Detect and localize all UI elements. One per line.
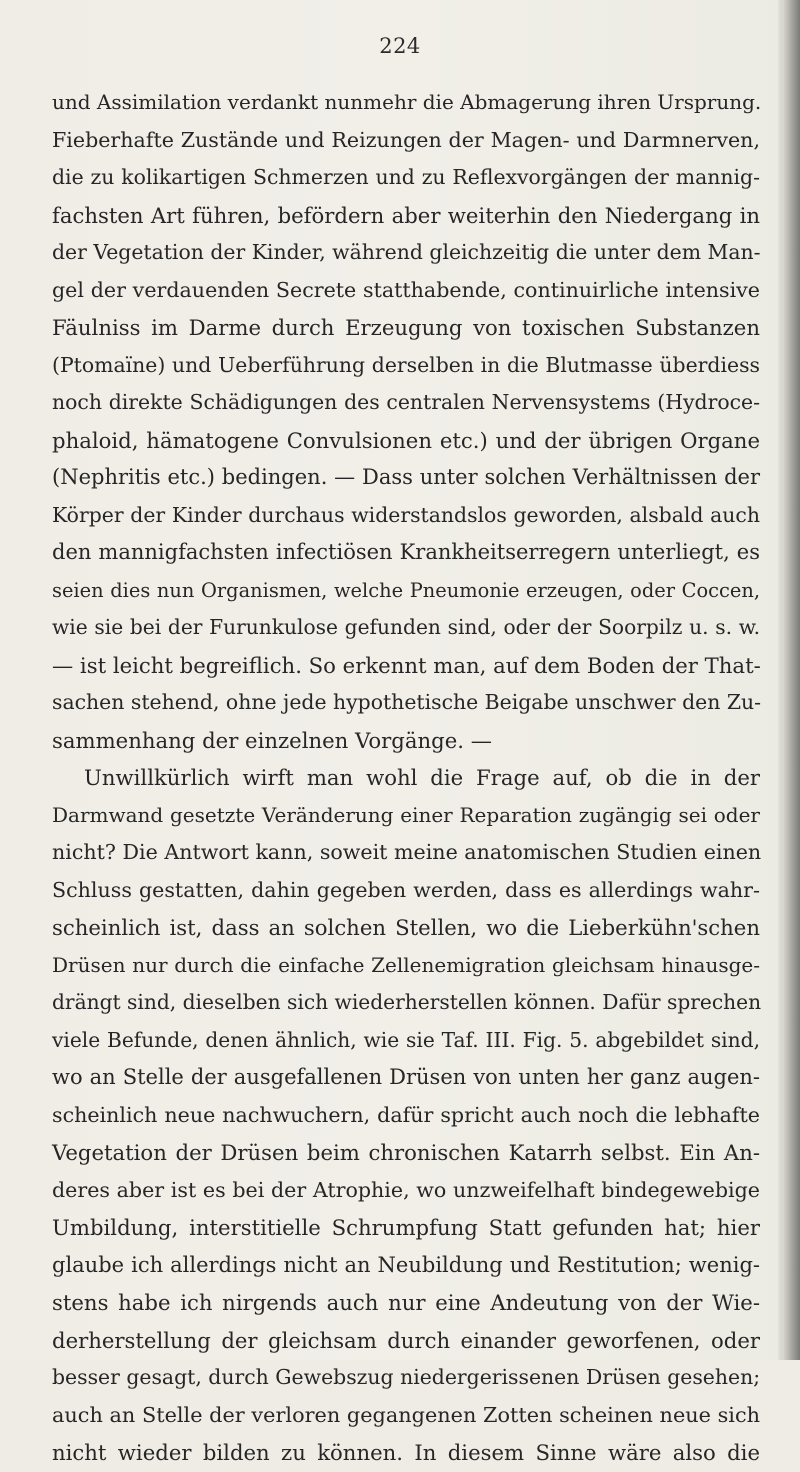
- text-line: Darmwand gesetzte Veränderung einer Reparation zugängig sei oder: [52, 802, 760, 827]
- text-line: fachsten Art führen, befördern aber weiterhin den Niedergang in: [52, 202, 760, 228]
- text-line: viele Befunde, denen ähnlich, wie sie Taf. III. Fig. 5. abgebildet sind,: [52, 1027, 760, 1052]
- text-line: gel der verdauenden Secrete statthabende, continuirliche intensive: [52, 277, 760, 302]
- text-line: seien dies nun Organismen, welche Pneumonie erzeugen, oder Coccen,: [52, 578, 760, 602]
- text-line: sachen stehend, ohne jede hypothetische Beigabe unschwer den Zu-: [52, 690, 762, 714]
- text-line: den mannigfachsten infectiösen Krankheitserregern unterliegt, es: [52, 540, 760, 564]
- text-line: auch an Stelle der verloren gegangenen Zotten scheinen neue sich: [52, 1402, 760, 1427]
- text-line: (Ptomaïne) und Ueberführung derselben in die Blutmasse überdiess: [52, 352, 760, 377]
- page-number: 224: [379, 34, 421, 58]
- text-line: Fäulniss im Darme durch Erzeugung von toxischen Substanzen: [52, 315, 760, 340]
- body-text: [52, 84, 760, 1472]
- text-line: wie sie bei der Furunkulose gefunden sind, oder der Soorpilz u. s. w.: [52, 615, 760, 639]
- text-line: derherstellung der gleichsam durch einander geworfenen, oder: [52, 1327, 760, 1353]
- text-line: noch direkte Schädigungen des centralen Nervensystems (Hydroce-: [52, 390, 760, 414]
- text-line: phaloid, hämatogene Convulsionen etc.) und der übrigen Organe: [52, 427, 760, 453]
- page-edge-shadow: [778, 0, 800, 1360]
- text-line: — ist leicht begreiflich. So erkennt man, auf dem Boden der That-: [52, 652, 761, 678]
- text-line: wo an Stelle der ausgefallenen Drüsen von unten her ganz augen-: [52, 1065, 760, 1089]
- text-line: deres aber ist es bei der Atrophie, wo unzweifelhaft bindegewebige: [52, 1177, 760, 1202]
- text-line: (Nephritis etc.) bedingen. — Dass unter solchen Verhältnissen der: [52, 465, 760, 489]
- text-line: Fieberhafte Zustände und Reizungen der Magen- und Darmnerven,: [52, 127, 760, 152]
- text-line: der Vegetation der Kinder, während gleichzeitig die unter dem Man-: [52, 240, 761, 264]
- text-line: besser gesagt, durch Gewebszug niedergerissenen Drüsen gesehen;: [52, 1365, 761, 1389]
- text-line: nicht wieder bilden zu können. In diesem Sinne wäre also die: [52, 1440, 760, 1465]
- text-line: sammenhang der einzelnen Vorgänge. —: [52, 727, 492, 753]
- text-line: Körper der Kinder durchaus widerstandslos geworden, alsbald auch: [52, 502, 760, 527]
- text-line: scheinlich neue nachwuchern, dafür spricht auch noch die lebhafte: [52, 1102, 760, 1127]
- text-line: Schluss gestatten, dahin gegeben werden, dass es allerdings wahr-: [52, 877, 760, 902]
- text-line: und Assimilation verdankt nunmehr die Abmagerung ihren Ursprung.: [52, 90, 762, 114]
- text-line: Unwillkürlich wirft man wohl die Frage auf, ob die in der: [84, 765, 760, 790]
- text-line: glaube ich allerdings nicht an Neubildung und Restitution; wenig-: [52, 1252, 760, 1277]
- text-line: Drüsen nur durch die einfache Zellenemigration gleichsam hinausge-: [52, 952, 760, 977]
- text-line: drängt sind, dieselben sich wiederherstellen können. Dafür sprechen: [52, 990, 762, 1014]
- text-line: scheinlich ist, dass an solchen Stellen, wo die Lieberkühn'schen: [52, 915, 760, 940]
- text-line: Vegetation der Drüsen beim chronischen Katarrh selbst. Ein An-: [52, 1140, 760, 1165]
- text-line: Umbildung, interstitielle Schrumpfung Statt gefunden hat; hier: [52, 1215, 760, 1240]
- text-line: die zu kolikartigen Schmerzen und zu Reflexvorgängen der mannig-: [52, 165, 760, 189]
- text-line: nicht? Die Antwort kann, soweit meine anatomischen Studien einen: [52, 840, 762, 864]
- text-line: stens habe ich nirgends auch nur eine Andeutung von der Wie-: [52, 1290, 760, 1315]
